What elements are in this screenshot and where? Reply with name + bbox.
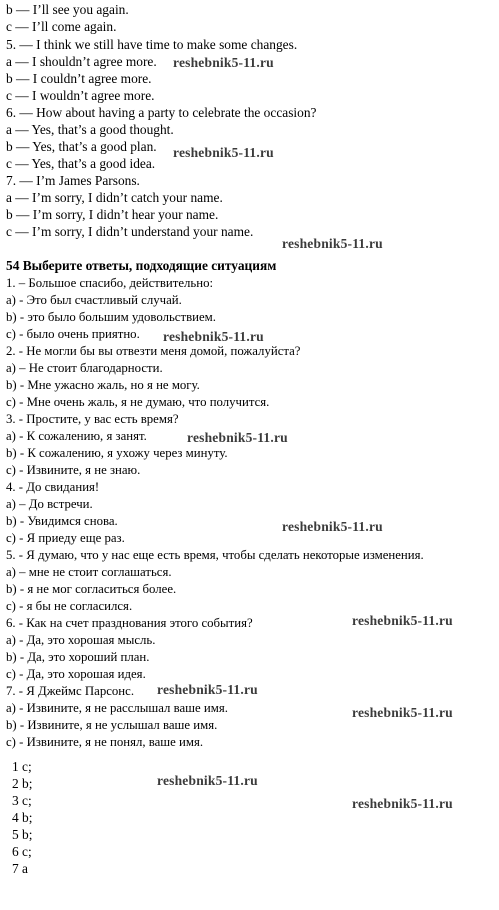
section-heading: 54 Выберите ответы, подходящие ситуациям [6, 258, 277, 273]
text-line: a — I’m sorry, I didn’t catch your name. [6, 190, 223, 205]
text-line: 4. - До свидания! [6, 480, 100, 494]
text-line: 2. - Не могли бы вы отвезти меня домой, пожалуйста? [6, 344, 301, 358]
text-line: c) - было очень приятно. [6, 327, 140, 341]
text-line: c — I wouldn’t agree more. [6, 88, 155, 103]
watermark: reshebnik5-11.ru [157, 682, 258, 697]
watermark: reshebnik5-11.ru [173, 145, 274, 160]
answer-item: 3 c; [12, 793, 32, 808]
text-line: a) - Да, это хорошая мысль. [6, 633, 156, 647]
text-line: a) – Не стоит благодарности. [6, 361, 163, 375]
text-line: a) - К сожалению, я занят. [6, 429, 147, 443]
text-line: b) - Извините, я не услышал ваше имя. [6, 718, 218, 732]
text-line: a) – До встречи. [6, 497, 93, 511]
text-line: c) - Извините, я не знаю. [6, 463, 141, 477]
text-line: b — I couldn’t agree more. [6, 71, 152, 86]
watermark: reshebnik5-11.ru [352, 796, 453, 811]
text-line: 5. - Я думаю, что у нас еще есть время, чтобы сделать некоторые изменения. [6, 548, 424, 562]
text-line: b) - Увидимся снова. [6, 514, 118, 528]
text-line: b — I’m sorry, I didn’t hear your name. [6, 207, 219, 222]
text-line: a — Yes, that’s a good thought. [6, 122, 174, 137]
answer-item: 1 c; [12, 759, 32, 774]
text-line: c) - Извините, я не понял, ваше имя. [6, 735, 204, 749]
text-line: b) - К сожалению, я ухожу через минуту. [6, 446, 228, 460]
text-line: 7. — I’m James Parsons. [6, 173, 140, 188]
text-line: a) – мне не стоит соглашаться. [6, 565, 172, 579]
text-line: c) - Да, это хорошая идея. [6, 667, 146, 681]
text-line: c) - Я приеду еще раз. [6, 531, 125, 545]
text-line: 6. - Как на счет празднования этого события? [6, 616, 253, 630]
text-line: 1. – Большое спасибо, действительно: [6, 276, 214, 290]
text-line: 3. - Простите, у вас есть время? [6, 412, 179, 426]
answer-item: 6 c; [12, 844, 32, 859]
answer-item: 2 b; [12, 776, 33, 791]
text-line: b) - Да, это хороший план. [6, 650, 150, 664]
text-line: c) - Мне очень жаль, я не думаю, что получится. [6, 395, 270, 409]
text-line: b — Yes, that’s a good plan. [6, 139, 157, 154]
watermark: reshebnik5-11.ru [282, 236, 383, 251]
watermark: reshebnik5-11.ru [163, 329, 264, 344]
text-line: 5. — I think we still have time to make some changes. [6, 37, 298, 52]
watermark: reshebnik5-11.ru [173, 55, 274, 70]
text-line: c — I’m sorry, I didn’t understand your name. [6, 224, 254, 239]
watermark: reshebnik5-11.ru [352, 613, 453, 628]
text-line: 6. — How about having a party to celebrate the occasion? [6, 105, 317, 120]
text-line: a — I shouldn’t agree more. [6, 54, 157, 69]
answer-item: 4 b; [12, 810, 33, 825]
text-line: b — I’ll see you again. [6, 2, 129, 17]
watermark: reshebnik5-11.ru [187, 430, 288, 445]
text-line: b) - я не мог согласиться более. [6, 582, 177, 596]
watermark: reshebnik5-11.ru [157, 773, 258, 788]
text-line: a) - Извините, я не расслышал ваше имя. [6, 701, 228, 715]
text-line: c) - я бы не согласился. [6, 599, 133, 613]
watermark: reshebnik5-11.ru [282, 519, 383, 534]
text-line: b) - это было большим удовольствием. [6, 310, 216, 324]
text-line: c — Yes, that’s a good idea. [6, 156, 156, 171]
answer-item: 7 a [12, 861, 28, 876]
text-line: 7. - Я Джеймс Парсонс. [6, 684, 135, 698]
text-line: c — I’ll come again. [6, 19, 117, 34]
text-line: a) - Это был счастливый случай. [6, 293, 182, 307]
answer-item: 5 b; [12, 827, 33, 842]
text-line: b) - Мне ужасно жаль, но я не могу. [6, 378, 200, 392]
watermark: reshebnik5-11.ru [352, 705, 453, 720]
